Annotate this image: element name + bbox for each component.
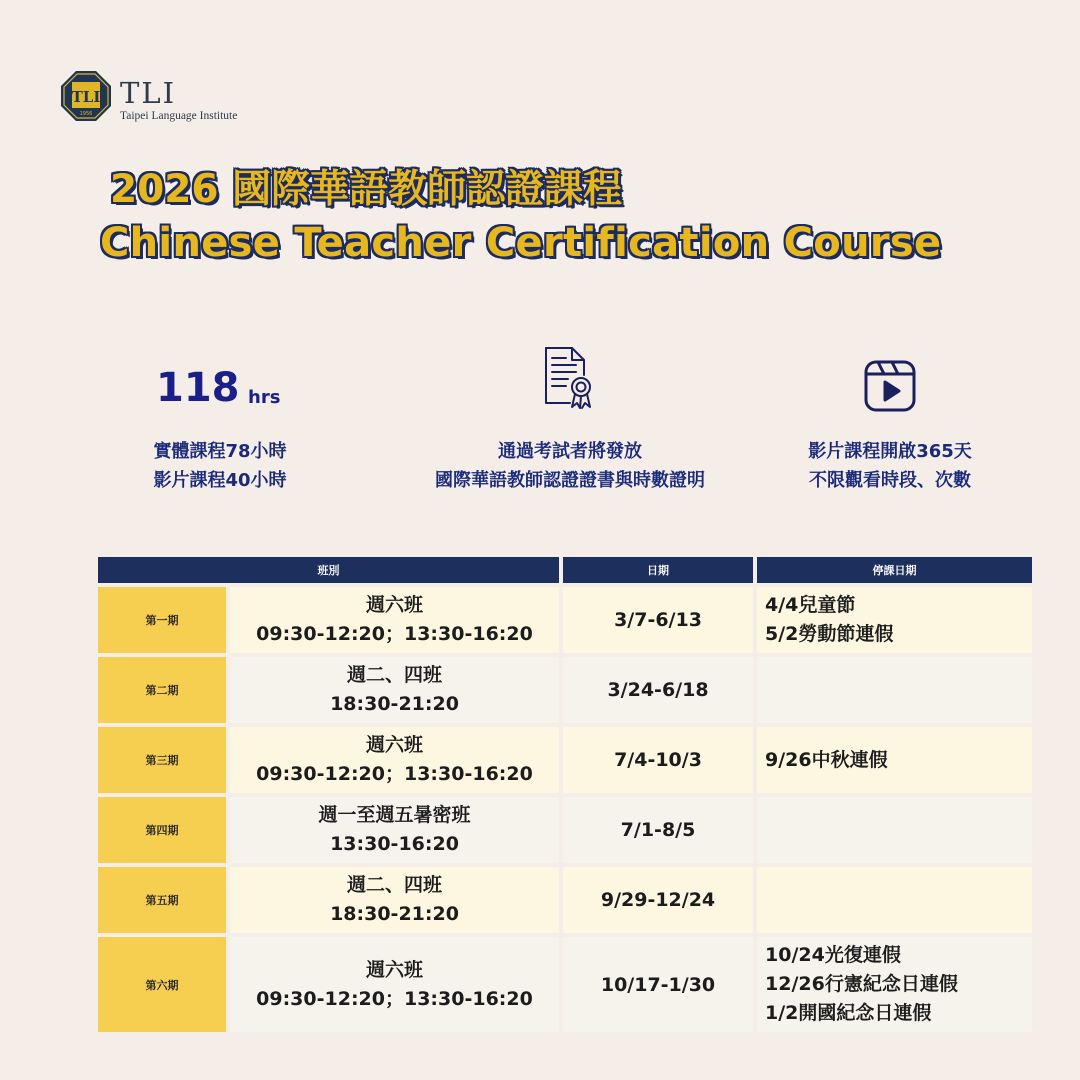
date-cell: 3/7-6/13	[563, 587, 753, 653]
class-cell	[230, 797, 559, 863]
class-name: 週一至週五暑密班	[318, 804, 471, 826]
hours-unit: hrs	[248, 387, 281, 408]
off-date: 10/24光復連假	[765, 944, 901, 966]
hours-display	[120, 345, 320, 437]
badge-text: TLI	[71, 88, 101, 106]
logo	[60, 70, 237, 122]
class-cell	[230, 657, 559, 723]
header-class: 班別	[98, 557, 559, 583]
feature-certificate	[390, 345, 750, 495]
feature-hours-line-1: 實體課程78小時	[153, 441, 287, 462]
off-cell	[757, 797, 1032, 863]
page-title-en: Chinese Teacher Certification Course	[100, 220, 942, 266]
feature-video	[770, 345, 1010, 495]
date-cell: 3/24-6/18	[563, 657, 753, 723]
table-header	[98, 557, 1032, 583]
period-cell: 第一期	[98, 587, 226, 653]
schedule-table	[98, 557, 1032, 1036]
off-cell	[757, 657, 1032, 723]
period-cell: 第六期	[98, 937, 226, 1032]
feature-video-line-2: 不限觀看時段、次數	[809, 470, 971, 491]
period-cell: 第二期	[98, 657, 226, 723]
class-name: 週二、四班	[346, 664, 442, 686]
header-off: 停課日期	[757, 557, 1032, 583]
period-cell: 第三期	[98, 727, 226, 793]
date-cell: 7/1-8/5	[563, 797, 753, 863]
class-name: 週六班	[365, 958, 423, 981]
off-cell	[757, 867, 1032, 933]
feature-video-line-1: 影片課程開啟365天	[808, 441, 972, 462]
off-date: 4/4兒童節	[765, 594, 856, 616]
class-cell	[230, 727, 559, 793]
class-cell	[230, 867, 559, 933]
off-date: 12/26行憲紀念日連假	[765, 973, 958, 995]
table-row	[98, 937, 1032, 1032]
off-cell	[757, 937, 1032, 1032]
page-title-zh: 2026 國際華語教師認證課程	[110, 167, 623, 212]
header-date: 日期	[563, 557, 753, 583]
feature-certificate-line-2: 國際華語教師認證證書與時數證明	[435, 470, 705, 491]
feature-hours-line-2: 影片課程40小時	[153, 470, 287, 491]
class-time: 09:30-12:20；13:30-16:20	[256, 763, 533, 785]
logo-name: TLI	[120, 76, 177, 110]
table-row	[98, 587, 1032, 653]
class-time: 18:30-21:20	[330, 693, 459, 715]
table-row	[98, 657, 1032, 723]
off-date: 5/2勞動節連假	[765, 623, 894, 645]
class-time: 09:30-12:20；13:30-16:20	[256, 987, 533, 1010]
date-cell: 7/4-10/3	[563, 727, 753, 793]
period-cell: 第四期	[98, 797, 226, 863]
table-row	[98, 797, 1032, 863]
class-name: 週六班	[365, 594, 423, 616]
period-cell: 第五期	[98, 867, 226, 933]
class-cell	[230, 587, 559, 653]
class-time: 18:30-21:20	[330, 903, 459, 925]
class-cell	[230, 937, 559, 1032]
table-row	[98, 727, 1032, 793]
badge-year: 1956	[79, 111, 93, 117]
class-name: 週二、四班	[346, 874, 442, 896]
class-time: 09:30-12:20；13:30-16:20	[256, 623, 533, 645]
class-time: 13:30-16:20	[330, 833, 459, 855]
hours-number: 118	[156, 365, 240, 411]
feature-hours	[120, 345, 320, 495]
date-cell: 10/17-1/30	[563, 937, 753, 1032]
off-cell	[757, 727, 1032, 793]
date-cell: 9/29-12/24	[563, 867, 753, 933]
off-date: 9/26中秋連假	[765, 748, 888, 771]
class-name: 週六班	[365, 734, 423, 756]
table-row	[98, 867, 1032, 933]
video-play-icon	[864, 360, 916, 412]
feature-certificate-line-1: 通過考試者將發放	[498, 441, 642, 462]
off-cell	[757, 587, 1032, 653]
certificate-icon	[542, 345, 598, 411]
off-date: 1/2開國紀念日連假	[765, 1002, 932, 1024]
tli-badge-icon	[60, 70, 112, 122]
logo-subtitle: Taipei Language Institute	[120, 110, 238, 122]
